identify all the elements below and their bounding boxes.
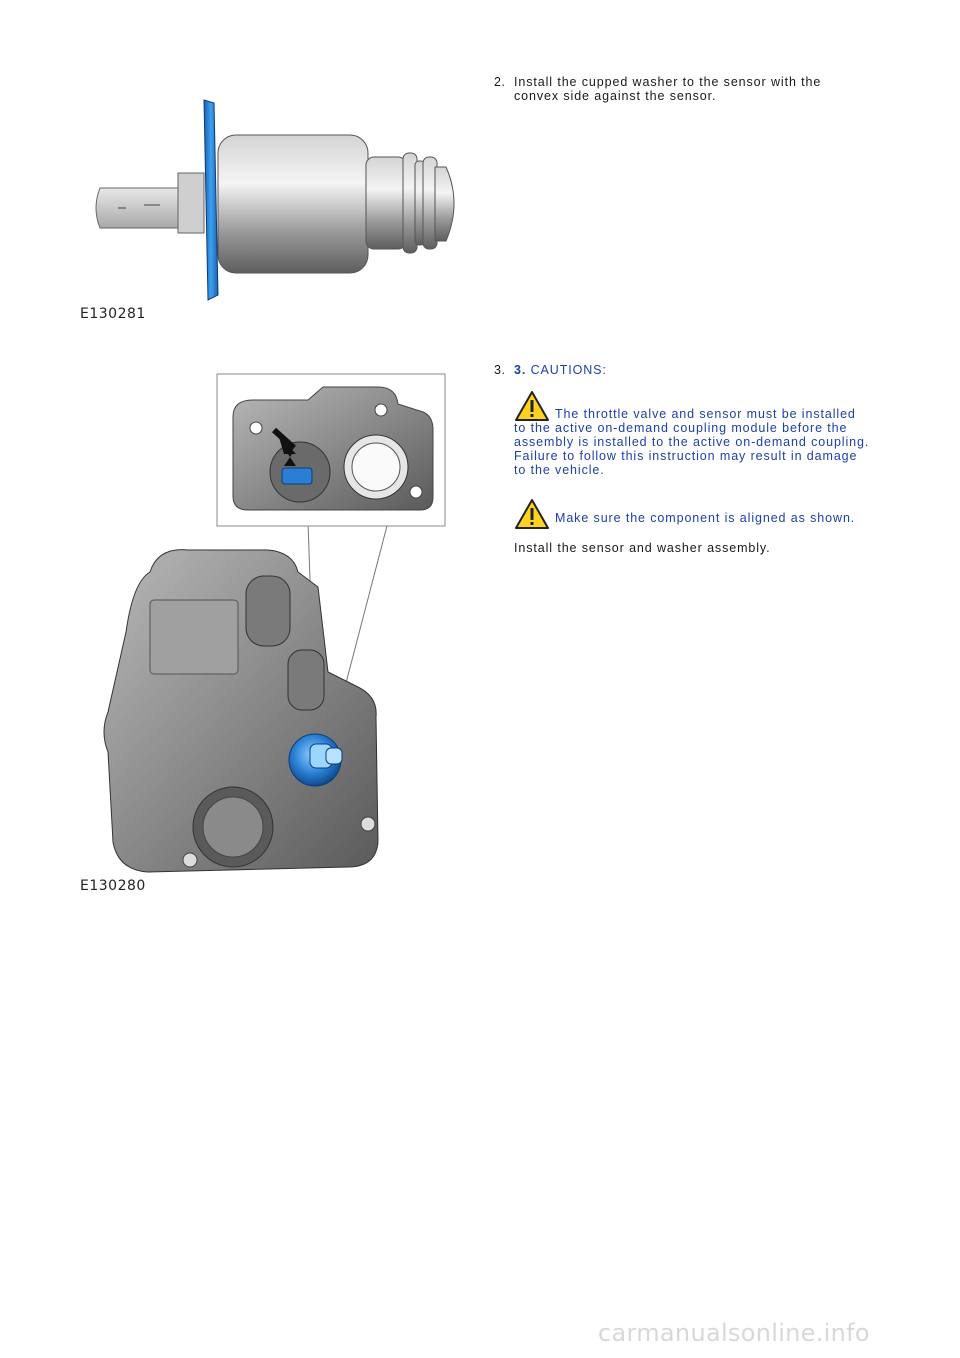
caution-line: to the active on-demand coupling module before the <box>514 421 848 435</box>
figure-sensor <box>78 95 468 305</box>
step-number: 2. <box>494 75 506 89</box>
sensor-illustration <box>78 95 468 305</box>
watermark: carmanualsonline.info <box>598 1319 870 1347</box>
warning-icon <box>514 498 550 530</box>
step-instruction: Install the sensor and washer assembly. <box>514 541 771 555</box>
caution-line: assembly is installed to the active on-demand coupling. <box>514 435 870 449</box>
step-text <box>514 75 934 103</box>
caution-text <box>555 511 935 525</box>
figure-module <box>78 372 458 882</box>
cautions-heading-row <box>514 363 607 377</box>
caution-text <box>514 407 934 477</box>
figure-caption: E130281 <box>80 306 146 322</box>
module-illustration <box>78 372 458 882</box>
step-bold-label: 3. <box>514 363 527 377</box>
caution-line: Make sure the component is aligned as shown. <box>555 511 856 525</box>
caution-line: to the vehicle. <box>514 463 605 477</box>
caution-line: The throttle valve and sensor must be installed <box>555 407 856 421</box>
step-text-line: Install the cupped washer to the sensor with the <box>514 75 822 89</box>
step-text-line: convex side against the sensor. <box>514 89 717 103</box>
cautions-heading: CAUTIONS: <box>530 363 607 377</box>
step-number: 3. <box>494 363 506 377</box>
figure-caption: E130280 <box>80 878 146 894</box>
caution-line: Failure to follow this instruction may result in damage <box>514 449 858 463</box>
